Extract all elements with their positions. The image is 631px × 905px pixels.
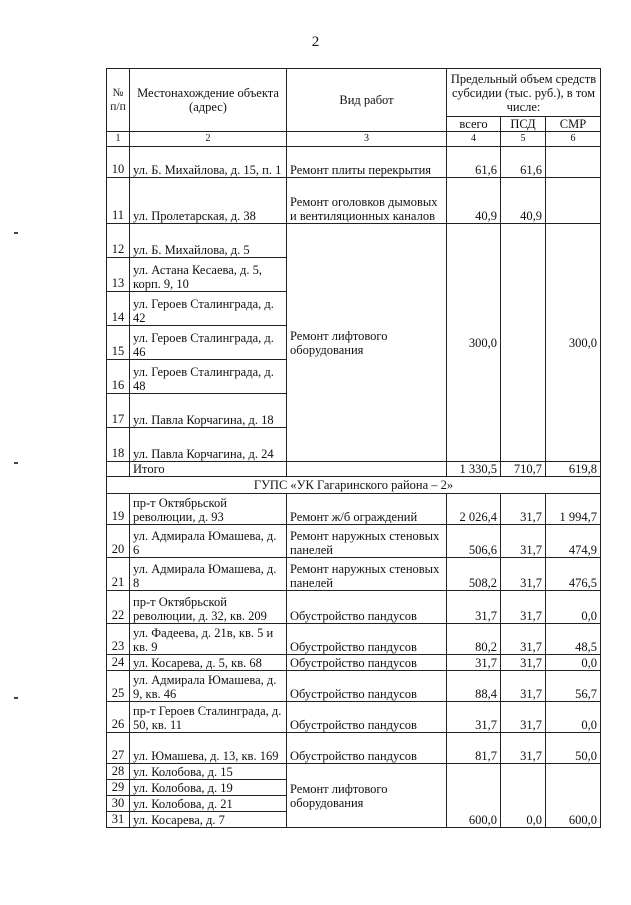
table-row [107, 733, 601, 764]
row-psd: 31,7 [501, 624, 546, 655]
row-psd: 61,6 [501, 147, 546, 178]
row-work-type: Обустройство пандусов [287, 702, 447, 733]
row-number: 31 [107, 812, 130, 828]
table-row [107, 494, 601, 525]
row-work-type: Обустройство пандусов [287, 624, 447, 655]
row-psd: 31,7 [501, 733, 546, 764]
organization-title: ГУПС «УК Гагаринского района – 2» [107, 477, 601, 494]
row-address: ул. Адмирала Юмашева, д. 6 [130, 525, 287, 558]
col-number: 4 [447, 132, 501, 147]
row-psd: 31,7 [501, 655, 546, 671]
row-smr: 48,5 [546, 624, 601, 655]
row-number: 22 [107, 591, 130, 624]
row-address: ул. Адмирала Юмашева, д. 9, кв. 46 [130, 671, 287, 702]
row-smr: 1 994,7 [546, 494, 601, 525]
col-number: 1 [107, 132, 130, 147]
row-psd: 40,9 [501, 178, 546, 224]
row-number: 11 [107, 178, 130, 224]
row-number: 21 [107, 558, 130, 591]
row-total: 81,7 [447, 733, 501, 764]
group-work-type: Ремонт лифтового оборудования [287, 224, 447, 462]
row-address: ул. Косарева, д. 5, кв. 68 [130, 655, 287, 671]
row-number: 20 [107, 525, 130, 558]
group-total: 300,0 [447, 224, 501, 462]
group-total: 600,0 [447, 764, 501, 828]
row-work-type: Ремонт наружных стеновых панелей [287, 525, 447, 558]
row-number: 24 [107, 655, 130, 671]
row-total: 31,7 [447, 655, 501, 671]
row-number: 23 [107, 624, 130, 655]
row-psd: 31,7 [501, 591, 546, 624]
row-smr: 0,0 [546, 591, 601, 624]
table-row [107, 224, 601, 258]
col-number: 6 [546, 132, 601, 147]
row-smr: 56,7 [546, 671, 601, 702]
row-address: ул. Павла Корчагина, д. 18 [130, 394, 287, 428]
row-psd: 31,7 [501, 702, 546, 733]
row-address: ул. Павла Корчагина, д. 24 [130, 428, 287, 462]
table-row [107, 702, 601, 733]
row-number: 30 [107, 796, 130, 812]
group-work-type: Ремонт лифтового оборудования [287, 764, 447, 828]
header-total: всего [447, 117, 501, 132]
row-psd: 31,7 [501, 525, 546, 558]
total-psd: 710,7 [501, 462, 546, 477]
col-number: 3 [287, 132, 447, 147]
row-address: ул. Героев Сталинграда, д. 48 [130, 360, 287, 394]
row-number: 12 [107, 224, 130, 258]
row-smr: 476,5 [546, 558, 601, 591]
margin-mark [14, 697, 18, 699]
row-address: ул. Героев Сталинграда, д. 42 [130, 292, 287, 326]
row-smr: 0,0 [546, 702, 601, 733]
row-number: 19 [107, 494, 130, 525]
row-work-type: Ремонт ж/б ограждений [287, 494, 447, 525]
row-number: 27 [107, 733, 130, 764]
row-number: 13 [107, 258, 130, 292]
row-total: 80,2 [447, 624, 501, 655]
group-psd [501, 224, 546, 462]
row-number: 16 [107, 360, 130, 394]
row-number: 15 [107, 326, 130, 360]
row-total: 31,7 [447, 591, 501, 624]
row-work-type: Обустройство пандусов [287, 591, 447, 624]
page-number: 2 [311, 34, 320, 50]
total-sum: 1 330,5 [447, 462, 501, 477]
table-row [107, 147, 601, 178]
row-total: 61,6 [447, 147, 501, 178]
row-address: ул. Колобова, д. 21 [130, 796, 287, 812]
row-address: ул. Адмирала Юмашева, д. 8 [130, 558, 287, 591]
row-psd: 31,7 [501, 494, 546, 525]
table-row [107, 558, 601, 591]
row-address: ул. Колобова, д. 19 [130, 780, 287, 796]
row-psd: 31,7 [501, 558, 546, 591]
row-smr: 50,0 [546, 733, 601, 764]
row-address: ул. Пролетарская, д. 38 [130, 178, 287, 224]
margin-mark [14, 232, 18, 234]
row-total: 88,4 [447, 671, 501, 702]
row-total: 40,9 [447, 178, 501, 224]
header-limit: Предельный объем средств субсидии (тыс. руб.), в том числе: [447, 69, 601, 117]
row-smr: 474,9 [546, 525, 601, 558]
row-number: 28 [107, 764, 130, 780]
col-number: 2 [130, 132, 287, 147]
row-number: 18 [107, 428, 130, 462]
row-address: ул. Юмашева, д. 13, кв. 169 [130, 733, 287, 764]
row-number: 14 [107, 292, 130, 326]
total-smr: 619,8 [546, 462, 601, 477]
row-address: пр-т Октябрьской революции, д. 32, кв. 209 [130, 591, 287, 624]
row-work-type: Обустройство пандусов [287, 671, 447, 702]
group-psd: 0,0 [501, 764, 546, 828]
row-number: 26 [107, 702, 130, 733]
row-address: пр-т Героев Сталинграда, д. 50, кв. 11 [130, 702, 287, 733]
row-total: 506,6 [447, 525, 501, 558]
row-number: 29 [107, 780, 130, 796]
row-total: 508,2 [447, 558, 501, 591]
row-address: ул. Б. Михайлова, д. 15, п. 1 [130, 147, 287, 178]
group-smr: 600,0 [546, 764, 601, 828]
header-location: Местонахождение объекта (адрес) [130, 69, 287, 132]
row-work-type: Обустройство пандусов [287, 733, 447, 764]
row-address: ул. Б. Михайлова, д. 5 [130, 224, 287, 258]
table-row [107, 764, 601, 780]
table-row [107, 591, 601, 624]
table-row [107, 671, 601, 702]
margin-mark [14, 462, 18, 464]
row-number: 25 [107, 671, 130, 702]
row-smr: 0,0 [546, 655, 601, 671]
table-row [107, 178, 601, 224]
row-total: 31,7 [447, 702, 501, 733]
header-work-type: Вид работ [287, 69, 447, 132]
row-work-type: Ремонт наружных стеновых панелей [287, 558, 447, 591]
row-address: ул. Косарева, д. 7 [130, 812, 287, 828]
row-work-type: Обустройство пандусов [287, 655, 447, 671]
table-row [107, 525, 601, 558]
header-smr: СМР [546, 117, 601, 132]
row-psd: 31,7 [501, 671, 546, 702]
table-row [107, 624, 601, 655]
total-row [107, 462, 601, 477]
row-number: 17 [107, 394, 130, 428]
row-work-type: Ремонт плиты перекрытия [287, 147, 447, 178]
header-num: № п/п [107, 69, 130, 132]
group-smr: 300,0 [546, 224, 601, 462]
row-smr [546, 147, 601, 178]
row-address: ул. Фадеева, д. 21в, кв. 5 и кв. 9 [130, 624, 287, 655]
header-psd: ПСД [501, 117, 546, 132]
col-number: 5 [501, 132, 546, 147]
subsidy-table [106, 68, 601, 828]
row-number: 10 [107, 147, 130, 178]
row-work-type: Ремонт оголовков дымовых и вентиляционных каналов [287, 178, 447, 224]
row-smr [546, 178, 601, 224]
row-address: ул. Колобова, д. 15 [130, 764, 287, 780]
row-address: ул. Астана Кесаева, д. 5, корп. 9, 10 [130, 258, 287, 292]
row-address: пр-т Октябрьской революции, д. 93 [130, 494, 287, 525]
row-address: ул. Героев Сталинграда, д. 46 [130, 326, 287, 360]
total-label: Итого [130, 462, 287, 477]
table-row [107, 655, 601, 671]
row-total: 2 026,4 [447, 494, 501, 525]
